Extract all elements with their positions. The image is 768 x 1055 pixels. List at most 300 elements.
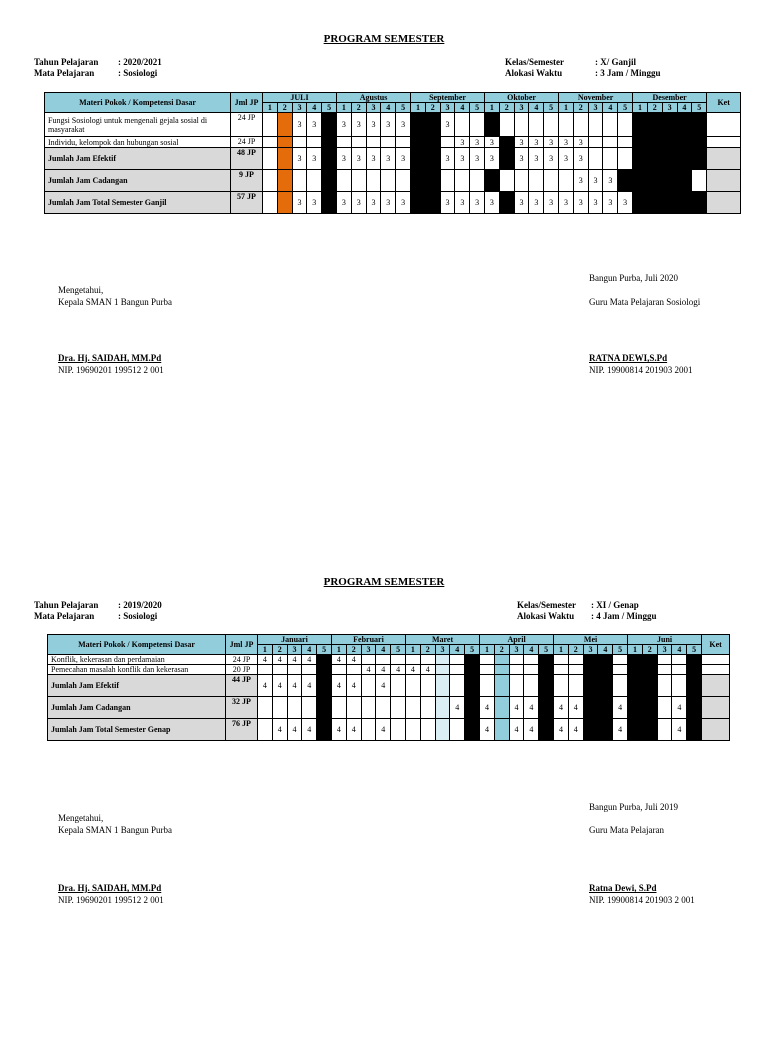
week-cell bbox=[692, 170, 707, 192]
week-cell bbox=[529, 113, 544, 137]
week-cell: 4 bbox=[361, 665, 376, 675]
week-cell: 3 bbox=[440, 148, 455, 170]
week-cell bbox=[588, 137, 603, 148]
week-number: 1 bbox=[411, 103, 426, 113]
week-cell bbox=[499, 113, 514, 137]
week-cell bbox=[633, 192, 648, 214]
week-cell bbox=[376, 697, 391, 719]
week-cell bbox=[633, 137, 648, 148]
page-title: PROGRAM SEMESTER bbox=[323, 576, 445, 588]
week-cell bbox=[258, 665, 273, 675]
month-header: September bbox=[411, 93, 485, 103]
week-number: 5 bbox=[687, 645, 702, 655]
week-cell: 3 bbox=[544, 192, 559, 214]
row-label: Konflik, kekerasan dan perdamaian bbox=[48, 655, 226, 665]
tahun-value: : 2020/2021 bbox=[118, 57, 162, 67]
week-cell bbox=[628, 655, 643, 665]
week-cell bbox=[568, 665, 583, 675]
week-cell bbox=[450, 675, 465, 697]
week-number: 3 bbox=[662, 103, 677, 113]
week-number: 3 bbox=[366, 103, 381, 113]
week-number: 2 bbox=[642, 645, 657, 655]
week-cell bbox=[509, 655, 524, 665]
week-cell bbox=[583, 665, 598, 675]
week-cell bbox=[337, 170, 352, 192]
week-number: 2 bbox=[346, 645, 361, 655]
week-cell: 3 bbox=[337, 148, 352, 170]
week-number: 1 bbox=[554, 645, 569, 655]
week-cell bbox=[657, 697, 672, 719]
ket-cell bbox=[702, 655, 730, 665]
week-cell bbox=[277, 148, 292, 170]
week-cell bbox=[657, 675, 672, 697]
week-cell bbox=[287, 665, 302, 675]
week-cell: 4 bbox=[302, 719, 317, 741]
week-cell: 4 bbox=[509, 697, 524, 719]
week-cell: 3 bbox=[307, 148, 322, 170]
month-header: November bbox=[559, 93, 633, 103]
row-jp: 24 JP bbox=[231, 137, 263, 148]
tahun-label: Tahun Pelajaran bbox=[34, 57, 99, 67]
week-number: 3 bbox=[514, 103, 529, 113]
week-cell bbox=[583, 719, 598, 741]
week-number: 5 bbox=[692, 103, 707, 113]
week-cell bbox=[263, 148, 278, 170]
week-cell: 4 bbox=[672, 697, 687, 719]
row-jp: 24 JP bbox=[226, 655, 258, 665]
mapel-value: : Sosiologi bbox=[118, 611, 158, 621]
week-cell bbox=[647, 148, 662, 170]
week-cell bbox=[539, 665, 554, 675]
place-date: Bangun Purba, Juli 2020 bbox=[589, 273, 678, 283]
week-cell: 4 bbox=[524, 697, 539, 719]
week-number: 3 bbox=[657, 645, 672, 655]
week-cell bbox=[583, 697, 598, 719]
week-cell: 4 bbox=[568, 719, 583, 741]
week-cell bbox=[647, 192, 662, 214]
week-cell: 4 bbox=[346, 675, 361, 697]
left-sig-line-2: Kepala SMAN 1 Bangun Purba bbox=[58, 297, 172, 307]
week-number: 4 bbox=[307, 103, 322, 113]
ket-cell bbox=[707, 113, 741, 137]
week-cell: 3 bbox=[514, 137, 529, 148]
header-jml-jp: Jml JP bbox=[231, 93, 263, 113]
week-cell: 3 bbox=[485, 137, 500, 148]
week-cell bbox=[499, 137, 514, 148]
week-cell: 4 bbox=[272, 675, 287, 697]
week-cell bbox=[598, 697, 613, 719]
week-cell bbox=[633, 170, 648, 192]
week-cell bbox=[559, 170, 574, 192]
week-cell: 4 bbox=[302, 655, 317, 665]
week-cell bbox=[272, 697, 287, 719]
row-label: Jumlah Jam Total Semester Ganjil bbox=[45, 192, 231, 214]
week-cell bbox=[642, 665, 657, 675]
week-cell: 3 bbox=[603, 170, 618, 192]
week-cell bbox=[366, 137, 381, 148]
week-cell bbox=[307, 137, 322, 148]
week-cell bbox=[603, 148, 618, 170]
week-cell bbox=[539, 697, 554, 719]
week-cell bbox=[391, 697, 406, 719]
week-number: 3 bbox=[287, 645, 302, 655]
week-cell bbox=[499, 192, 514, 214]
week-cell: 3 bbox=[573, 137, 588, 148]
week-cell bbox=[687, 697, 702, 719]
right-name: Ratna Dewi, S.Pd bbox=[589, 883, 657, 893]
week-number: 3 bbox=[588, 103, 603, 113]
week-cell bbox=[539, 675, 554, 697]
row-jp: 44 JP bbox=[226, 675, 258, 697]
week-cell bbox=[406, 655, 421, 665]
week-number: 4 bbox=[672, 645, 687, 655]
right-name: RATNA DEWI,S.Pd bbox=[589, 353, 668, 363]
schedule-table bbox=[47, 634, 730, 741]
week-cell: 3 bbox=[514, 148, 529, 170]
week-cell bbox=[435, 697, 450, 719]
week-cell bbox=[391, 655, 406, 665]
left-sig-line-2: Kepala SMAN 1 Bangun Purba bbox=[58, 825, 172, 835]
week-cell bbox=[672, 665, 687, 675]
month-header: Agustus bbox=[337, 93, 411, 103]
table-row bbox=[45, 170, 741, 192]
week-number: 1 bbox=[332, 645, 347, 655]
kelas-label: Kelas/Semester bbox=[517, 600, 576, 610]
schedule-table bbox=[44, 92, 741, 214]
week-cell: 3 bbox=[366, 148, 381, 170]
left-nip: NIP. 19690201 199512 2 001 bbox=[58, 365, 164, 375]
week-cell bbox=[450, 719, 465, 741]
week-cell: 3 bbox=[337, 113, 352, 137]
month-header: JULI bbox=[263, 93, 337, 103]
row-label: Individu, kelompok dan hubungan sosial bbox=[45, 137, 231, 148]
week-cell bbox=[322, 192, 337, 214]
kelas-value: : XI / Genap bbox=[591, 600, 639, 610]
week-cell bbox=[494, 697, 509, 719]
week-cell: 4 bbox=[509, 719, 524, 741]
week-cell bbox=[470, 113, 485, 137]
week-cell bbox=[332, 665, 347, 675]
week-cell bbox=[420, 655, 435, 665]
week-number: 4 bbox=[677, 103, 692, 113]
week-cell bbox=[480, 675, 495, 697]
week-cell: 4 bbox=[613, 697, 628, 719]
week-cell bbox=[583, 675, 598, 697]
week-cell bbox=[361, 675, 376, 697]
week-cell bbox=[618, 137, 633, 148]
week-cell: 4 bbox=[554, 697, 569, 719]
week-cell: 4 bbox=[613, 719, 628, 741]
week-number: 4 bbox=[603, 103, 618, 113]
week-number: 3 bbox=[509, 645, 524, 655]
week-cell: 4 bbox=[287, 719, 302, 741]
week-cell bbox=[391, 719, 406, 741]
week-cell bbox=[642, 675, 657, 697]
week-cell: 3 bbox=[529, 192, 544, 214]
week-cell bbox=[470, 170, 485, 192]
week-cell bbox=[628, 665, 643, 675]
week-cell: 4 bbox=[480, 697, 495, 719]
ket-cell bbox=[707, 170, 741, 192]
row-label: Fungsi Sosiologi untuk mengenali gejala sosial di masyarakat bbox=[45, 113, 231, 137]
week-cell bbox=[455, 113, 470, 137]
right-signatory bbox=[589, 352, 693, 376]
week-cell bbox=[687, 665, 702, 675]
week-cell: 3 bbox=[529, 148, 544, 170]
week-cell bbox=[292, 137, 307, 148]
week-cell bbox=[450, 665, 465, 675]
month-header: Januari bbox=[258, 635, 332, 645]
week-cell bbox=[628, 675, 643, 697]
week-cell bbox=[263, 170, 278, 192]
tahun-value: : 2019/2020 bbox=[118, 600, 162, 610]
week-cell: 3 bbox=[337, 192, 352, 214]
week-cell: 3 bbox=[529, 137, 544, 148]
ket-cell bbox=[707, 192, 741, 214]
week-cell: 4 bbox=[332, 675, 347, 697]
week-cell bbox=[568, 675, 583, 697]
week-cell: 4 bbox=[554, 719, 569, 741]
week-cell bbox=[618, 113, 633, 137]
week-number: 3 bbox=[435, 645, 450, 655]
week-cell: 4 bbox=[272, 655, 287, 665]
week-cell: 3 bbox=[381, 148, 396, 170]
week-cell: 4 bbox=[258, 655, 273, 665]
week-cell: 4 bbox=[346, 655, 361, 665]
header-ket: Ket bbox=[702, 635, 730, 655]
week-number: 5 bbox=[391, 645, 406, 655]
row-jp: 9 JP bbox=[231, 170, 263, 192]
mapel-label: Mata Pelajaran bbox=[34, 68, 95, 78]
table-row bbox=[45, 113, 741, 137]
week-cell bbox=[480, 655, 495, 665]
week-cell bbox=[524, 675, 539, 697]
week-cell: 3 bbox=[351, 148, 366, 170]
left-signatory bbox=[58, 352, 164, 376]
week-cell bbox=[692, 148, 707, 170]
week-cell: 3 bbox=[485, 148, 500, 170]
week-number: 5 bbox=[317, 645, 332, 655]
week-cell: 3 bbox=[559, 137, 574, 148]
week-cell bbox=[322, 170, 337, 192]
left-signature bbox=[58, 284, 172, 308]
week-cell bbox=[657, 665, 672, 675]
week-cell: 3 bbox=[351, 192, 366, 214]
week-cell bbox=[277, 137, 292, 148]
week-number: 4 bbox=[376, 645, 391, 655]
week-cell bbox=[381, 170, 396, 192]
week-cell bbox=[598, 675, 613, 697]
week-cell bbox=[618, 148, 633, 170]
week-cell bbox=[465, 655, 480, 665]
week-number: 1 bbox=[263, 103, 278, 113]
left-name: Dra. Hj. SAIDAH, MM.Pd bbox=[58, 883, 162, 893]
week-cell bbox=[677, 192, 692, 214]
week-cell: 3 bbox=[470, 192, 485, 214]
week-number: 1 bbox=[480, 645, 495, 655]
week-cell bbox=[337, 137, 352, 148]
week-cell bbox=[411, 192, 426, 214]
week-cell bbox=[287, 697, 302, 719]
week-cell bbox=[322, 113, 337, 137]
week-cell bbox=[692, 192, 707, 214]
week-number: 3 bbox=[361, 645, 376, 655]
week-cell: 3 bbox=[396, 113, 411, 137]
week-cell bbox=[425, 192, 440, 214]
week-cell: 3 bbox=[396, 148, 411, 170]
week-number: 4 bbox=[524, 645, 539, 655]
table-row bbox=[45, 137, 741, 148]
week-number: 5 bbox=[470, 103, 485, 113]
table-row bbox=[45, 148, 741, 170]
info-right bbox=[517, 600, 657, 622]
tahun-label: Tahun Pelajaran bbox=[34, 600, 99, 610]
week-cell bbox=[277, 170, 292, 192]
table-row bbox=[45, 192, 741, 214]
week-cell: 4 bbox=[287, 655, 302, 665]
mapel-label: Mata Pelajaran bbox=[34, 611, 95, 621]
week-number: 5 bbox=[544, 103, 559, 113]
week-cell bbox=[499, 148, 514, 170]
week-cell bbox=[524, 665, 539, 675]
week-number: 3 bbox=[440, 103, 455, 113]
week-cell bbox=[662, 192, 677, 214]
week-cell bbox=[485, 113, 500, 137]
week-cell: 4 bbox=[258, 675, 273, 697]
week-cell bbox=[411, 137, 426, 148]
week-cell bbox=[677, 113, 692, 137]
row-label: Jumlah Jam Cadangan bbox=[48, 697, 226, 719]
week-number: 5 bbox=[613, 645, 628, 655]
week-number: 4 bbox=[598, 645, 613, 655]
week-cell bbox=[420, 719, 435, 741]
row-label: Pemecahan masalah konflik dan kekerasan bbox=[48, 665, 226, 675]
week-number: 1 bbox=[406, 645, 421, 655]
week-number: 2 bbox=[499, 103, 514, 113]
row-jp: 48 JP bbox=[231, 148, 263, 170]
week-cell bbox=[529, 170, 544, 192]
info-right bbox=[505, 57, 661, 79]
week-cell bbox=[583, 655, 598, 665]
week-cell bbox=[351, 137, 366, 148]
week-cell bbox=[662, 170, 677, 192]
week-cell bbox=[692, 113, 707, 137]
left-nip: NIP. 19690201 199512 2 001 bbox=[58, 895, 164, 905]
alokasi-value: : 3 Jam / Minggu bbox=[595, 68, 661, 78]
week-cell: 3 bbox=[573, 148, 588, 170]
week-number: 4 bbox=[529, 103, 544, 113]
ket-cell bbox=[702, 675, 730, 697]
week-cell bbox=[406, 697, 421, 719]
week-cell bbox=[672, 655, 687, 665]
week-number: 1 bbox=[628, 645, 643, 655]
week-cell: 3 bbox=[603, 192, 618, 214]
week-number: 1 bbox=[633, 103, 648, 113]
row-jp: 76 JP bbox=[226, 719, 258, 741]
row-label: Jumlah Jam Efektif bbox=[45, 148, 231, 170]
week-cell: 3 bbox=[573, 170, 588, 192]
kelas-value: : X/ Ganjil bbox=[595, 57, 637, 67]
right-signature-title: Guru Mata Pelajaran bbox=[589, 825, 664, 835]
week-cell bbox=[692, 137, 707, 148]
week-cell: 3 bbox=[618, 192, 633, 214]
header-jml-jp: Jml JP bbox=[226, 635, 258, 655]
mapel-value: : Sosiologi bbox=[118, 68, 158, 78]
alokasi-label: Alokasi Waktu bbox=[505, 68, 563, 78]
week-cell bbox=[258, 719, 273, 741]
week-cell bbox=[425, 170, 440, 192]
week-number: 1 bbox=[559, 103, 574, 113]
week-number: 2 bbox=[351, 103, 366, 113]
week-number: 1 bbox=[337, 103, 352, 113]
week-cell bbox=[480, 665, 495, 675]
week-cell: 3 bbox=[381, 113, 396, 137]
week-cell bbox=[598, 719, 613, 741]
week-cell: 3 bbox=[470, 148, 485, 170]
week-cell bbox=[435, 719, 450, 741]
week-number: 5 bbox=[465, 645, 480, 655]
week-cell: 3 bbox=[559, 148, 574, 170]
week-cell bbox=[396, 170, 411, 192]
week-cell bbox=[376, 655, 391, 665]
week-cell: 4 bbox=[332, 655, 347, 665]
page-title: PROGRAM SEMESTER bbox=[323, 33, 445, 45]
table-row bbox=[48, 655, 730, 665]
week-cell bbox=[258, 697, 273, 719]
right-signature-title: Guru Mata Pelajaran Sosiologi bbox=[589, 297, 701, 307]
left-signatory bbox=[58, 882, 164, 906]
week-cell: 3 bbox=[455, 192, 470, 214]
week-cell bbox=[559, 113, 574, 137]
ket-cell bbox=[702, 665, 730, 675]
week-cell bbox=[317, 675, 332, 697]
week-number: 5 bbox=[396, 103, 411, 113]
week-cell bbox=[361, 697, 376, 719]
week-cell bbox=[554, 655, 569, 665]
ket-cell bbox=[702, 719, 730, 741]
week-cell: 3 bbox=[588, 192, 603, 214]
week-cell bbox=[544, 170, 559, 192]
week-cell bbox=[406, 675, 421, 697]
week-cell bbox=[647, 170, 662, 192]
week-cell bbox=[568, 655, 583, 665]
week-cell bbox=[332, 697, 347, 719]
week-cell bbox=[687, 655, 702, 665]
row-label: Jumlah Jam Cadangan bbox=[45, 170, 231, 192]
week-cell bbox=[628, 719, 643, 741]
month-header: Februari bbox=[332, 635, 406, 645]
week-cell bbox=[642, 655, 657, 665]
week-cell bbox=[411, 113, 426, 137]
week-number: 1 bbox=[258, 645, 273, 655]
week-cell: 3 bbox=[292, 148, 307, 170]
header-materi: Materi Pokok / Kompetensi Dasar bbox=[45, 93, 231, 113]
month-header: Maret bbox=[406, 635, 480, 645]
week-cell: 4 bbox=[332, 719, 347, 741]
week-cell: 4 bbox=[376, 719, 391, 741]
week-cell: 4 bbox=[346, 719, 361, 741]
week-cell: 3 bbox=[366, 192, 381, 214]
week-cell bbox=[435, 655, 450, 665]
week-cell bbox=[588, 148, 603, 170]
week-cell bbox=[263, 113, 278, 137]
week-cell bbox=[396, 137, 411, 148]
week-cell bbox=[435, 665, 450, 675]
week-cell bbox=[494, 655, 509, 665]
week-cell bbox=[485, 170, 500, 192]
week-cell bbox=[509, 665, 524, 675]
week-cell bbox=[642, 719, 657, 741]
